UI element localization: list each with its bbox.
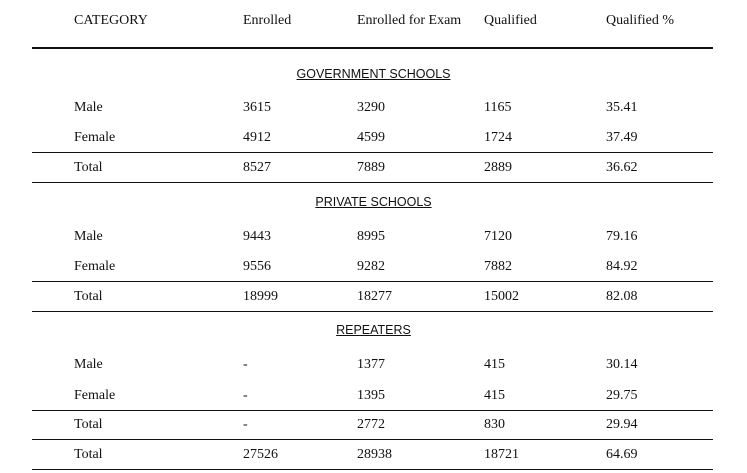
table-row	[0, 357, 747, 373]
row-category: Total	[74, 447, 103, 462]
table-row	[0, 259, 747, 275]
row-enrolled: 9443	[243, 229, 271, 244]
row-qualified-percent: 30.14	[606, 357, 638, 372]
row-qualified-percent: 35.41	[606, 100, 638, 115]
row-enrolled-for-exam: 1395	[357, 388, 385, 403]
row-qualified-percent: 64.69	[606, 447, 638, 462]
header-qualified-percent: Qualified %	[606, 13, 675, 28]
row-enrolled: -	[243, 417, 248, 432]
row-qualified: 15002	[484, 289, 519, 304]
row-enrolled-for-exam: 7889	[357, 160, 385, 175]
bottom-rule	[32, 469, 713, 470]
row-enrolled: 3615	[243, 100, 271, 115]
header-category: CATEGORY	[74, 13, 148, 28]
row-qualified: 18721	[484, 447, 519, 462]
section-divider	[32, 311, 713, 312]
row-enrolled-for-exam: 1377	[357, 357, 385, 372]
header-divider	[32, 47, 713, 49]
row-qualified: 7120	[484, 229, 512, 244]
row-qualified-percent: 29.75	[606, 388, 638, 403]
row-enrolled: -	[243, 388, 248, 403]
table-row	[0, 388, 747, 404]
row-divider	[32, 281, 713, 282]
row-category: Total	[74, 417, 103, 432]
table-row	[0, 100, 747, 116]
row-category: Male	[74, 357, 103, 372]
section-title-private: PRIVATE SCHOOLS	[315, 195, 432, 209]
section-title-government: GOVERNMENT SCHOOLS	[296, 67, 451, 81]
row-category: Total	[74, 289, 103, 304]
row-qualified-percent: 79.16	[606, 229, 638, 244]
row-divider	[32, 410, 713, 411]
row-qualified-percent: 84.92	[606, 259, 638, 274]
table-row-total	[0, 160, 747, 176]
row-qualified: 7882	[484, 259, 512, 274]
row-enrolled: 8527	[243, 160, 271, 175]
row-enrolled: 4912	[243, 130, 271, 145]
header-qualified: Qualified	[484, 13, 537, 28]
row-qualified: 1165	[484, 100, 512, 115]
row-qualified: 2889	[484, 160, 512, 175]
row-enrolled-for-exam: 9282	[357, 259, 385, 274]
row-enrolled-for-exam: 8995	[357, 229, 385, 244]
row-qualified: 1724	[484, 130, 512, 145]
row-qualified-percent: 29.94	[606, 417, 638, 432]
section-title-repeaters: REPEATERS	[336, 323, 411, 337]
table-row-total	[0, 289, 747, 305]
section-divider	[32, 439, 713, 440]
row-enrolled-for-exam: 3290	[357, 100, 385, 115]
row-enrolled: 18999	[243, 289, 278, 304]
row-enrolled-for-exam: 4599	[357, 130, 385, 145]
table-row	[0, 229, 747, 245]
row-qualified: 415	[484, 357, 505, 372]
row-enrolled: 9556	[243, 259, 271, 274]
row-category: Female	[74, 388, 116, 403]
row-qualified: 830	[484, 417, 505, 432]
row-enrolled-for-exam: 2772	[357, 417, 385, 432]
row-category: Total	[74, 160, 103, 175]
table-row-total	[0, 417, 747, 433]
row-enrolled: -	[243, 357, 248, 372]
row-qualified: 415	[484, 388, 505, 403]
row-qualified-percent: 37.49	[606, 130, 638, 145]
row-qualified-percent: 82.08	[606, 289, 638, 304]
header-enrolled-for-exam: Enrolled for Exam	[357, 13, 462, 28]
row-qualified-percent: 36.62	[606, 160, 638, 175]
row-category: Female	[74, 259, 116, 274]
header-enrolled: Enrolled	[243, 13, 292, 28]
row-category: Male	[74, 229, 103, 244]
table-row	[0, 130, 747, 146]
row-enrolled: 27526	[243, 447, 278, 462]
section-divider	[32, 182, 713, 183]
row-enrolled-for-exam: 28938	[357, 447, 392, 462]
grand-total-row	[0, 447, 747, 463]
row-category: Male	[74, 100, 103, 115]
row-enrolled-for-exam: 18277	[357, 289, 392, 304]
row-category: Female	[74, 130, 116, 145]
row-divider	[32, 152, 713, 153]
